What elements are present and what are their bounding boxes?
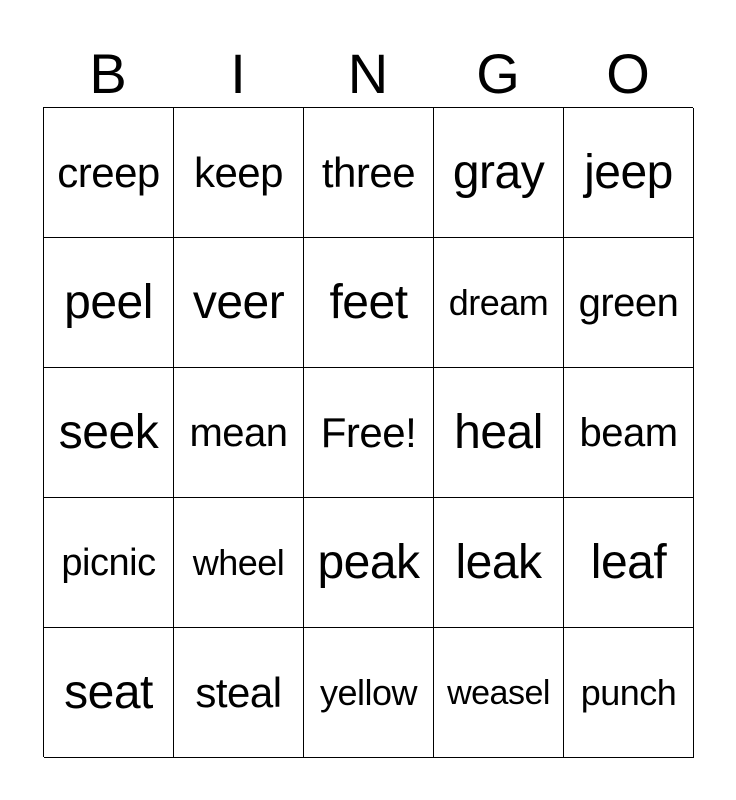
bingo-cell: yellow [304, 628, 434, 758]
bingo-cell: weasel [434, 628, 564, 758]
bingo-cell: beam [564, 368, 694, 498]
bingo-cell: jeep [564, 108, 694, 238]
header-letter-g: G [476, 42, 520, 105]
header-letter-n: N [347, 42, 389, 105]
header-letter-b: B [89, 42, 127, 105]
bingo-cell: feet [304, 238, 434, 368]
bingo-board [43, 107, 693, 757]
bingo-cell: seat [44, 628, 174, 758]
bingo-cell: seek [44, 368, 174, 498]
bingo-cell: gray [434, 108, 564, 238]
bingo-cell: peak [304, 498, 434, 628]
bingo-cell: dream [434, 238, 564, 368]
bingo-cell: keep [174, 108, 304, 238]
bingo-cell-free: Free! [304, 368, 434, 498]
bingo-cell: wheel [174, 498, 304, 628]
bingo-cell: picnic [44, 498, 174, 628]
bingo-cell: peel [44, 238, 174, 368]
bingo-cell: punch [564, 628, 694, 758]
bingo-cell: veer [174, 238, 304, 368]
bingo-cell: creep [44, 108, 174, 238]
header-letter-o: O [606, 42, 650, 105]
bingo-cell: leaf [564, 498, 694, 628]
bingo-cell: mean [174, 368, 304, 498]
bingo-cell: green [564, 238, 694, 368]
bingo-cell: steal [174, 628, 304, 758]
header-letter-i: I [230, 42, 246, 105]
bingo-cell: leak [434, 498, 564, 628]
bingo-cell: three [304, 108, 434, 238]
bingo-cell: heal [434, 368, 564, 498]
bingo-header [43, 40, 693, 108]
